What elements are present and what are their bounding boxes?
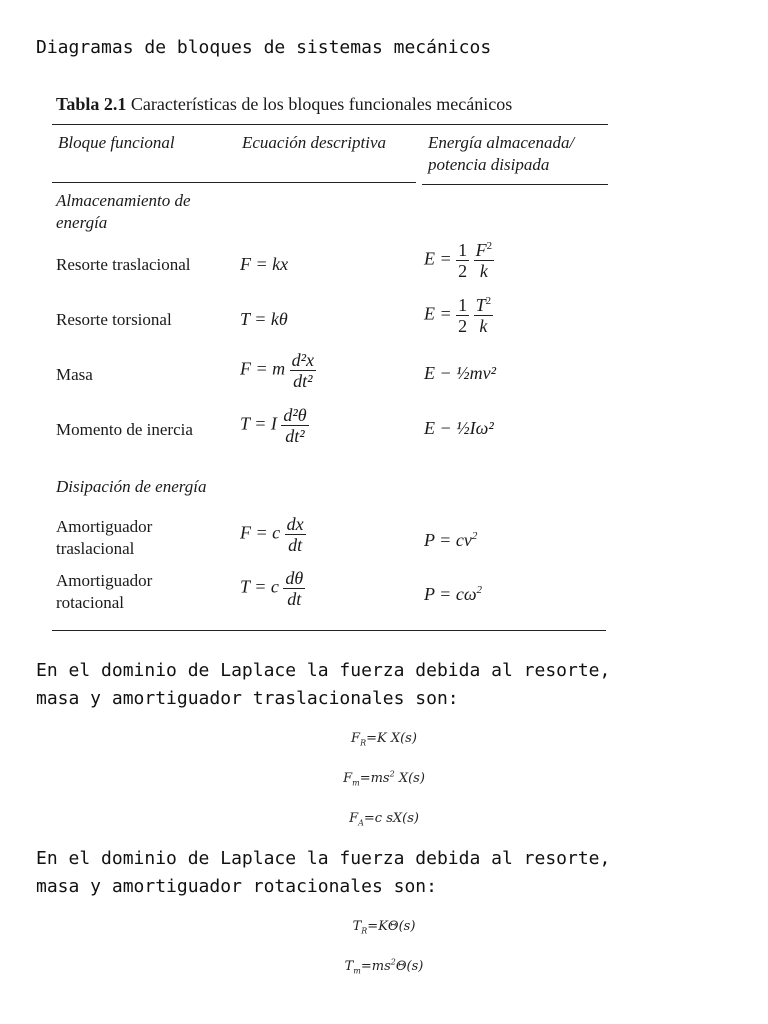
section-dissipation: Disipación de energía [56,477,207,496]
row-eq-momento-inercia: T = I $\frac{\text{d²θ}}{\text{dt²}}$ [240,405,307,446]
row-eq-resorte-traslacional: F = kx [240,254,289,274]
header-energia-2: potencia disipada [428,155,550,174]
header-bloque: Bloque funcional [58,133,175,152]
row-energy-resorte-torsional: E = $\frac{1}{2}$ $\frac{T^2}{k}$ [424,295,492,336]
page-title: Diagramas de bloques de sistemas mecánicos [36,37,492,58]
formula-tr: $T_R=K\Theta(s)$ [352,919,416,936]
formula-fm: $F_m=ms^2$ X(s) [343,769,425,788]
row-name-amortiguador-rotacional-1: Amortiguador [56,571,153,590]
table-caption-label: Tabla 2.1 [56,94,127,114]
row-energy-amortiguador-rotacional: $P = c\omega^2$ [424,584,483,604]
row-energy-amortiguador-traslacional: $P = cv^2$ [424,530,478,550]
paragraph-traslacionales: En el dominio de Laplace la fuerza debida al resorte, masa y amortiguador traslacionales son: [36,660,611,709]
row-eq-amortiguador-traslacional: F = c $\frac{dx}{dt}$ [240,514,304,555]
row-name-resorte-torsional: Resorte torsional [56,310,172,329]
formula-tm: $T_m=ms^2\Theta(s)$ [344,957,424,976]
row-energy-momento-inercia: E − ½Iω² [424,418,494,438]
mechanical-blocks-table [50,88,610,636]
header-energia-1: Energía almacenada/ [428,133,575,152]
row-name-amortiguador-traslacional-2: traslacional [56,539,135,558]
table-bottom-rule [52,630,606,631]
row-energy-masa: E − ½mv² [424,363,497,383]
table-caption-text: Características de los bloques funcionales mecánicos [130,94,513,114]
table-caption [56,94,512,115]
section-storage-1: Almacenamiento de [56,191,191,210]
row-energy-resorte-traslacional: E = $\frac{1}{2}$ $\frac{F^2}{k}$ [424,240,493,281]
row-eq-masa: F = m $\frac{\text{d²x}}{\text{dt²}}$ [240,350,315,391]
row-name-amortiguador-rotacional-2: rotacional [56,593,124,612]
formula-fr: $F_R=K$ X(s) [351,731,417,748]
header-rule-right [422,184,608,185]
row-eq-amortiguador-rotacional: T = c $\frac{d\theta}{dt}$ [240,568,304,609]
row-name-momento-inercia: Momento de inercia [56,420,193,439]
row-name-amortiguador-traslacional-1: Amortiguador [56,517,153,536]
formula-fa: $F_A=c$ sX(s) [349,811,419,828]
section-storage-2: energía [56,213,108,232]
row-name-resorte-traslacional: Resorte traslacional [56,255,191,274]
header-ecuacion: Ecuación descriptiva [242,133,386,152]
paragraph-rotacionales: En el dominio de Laplace la fuerza debida al resorte, masa y amortiguador rotacionales son: [36,848,611,897]
header-rule-left [52,182,416,183]
row-eq-resorte-torsional: T = kθ [240,309,288,329]
row-name-masa: Masa [56,365,93,384]
table-top-rule [52,124,608,125]
